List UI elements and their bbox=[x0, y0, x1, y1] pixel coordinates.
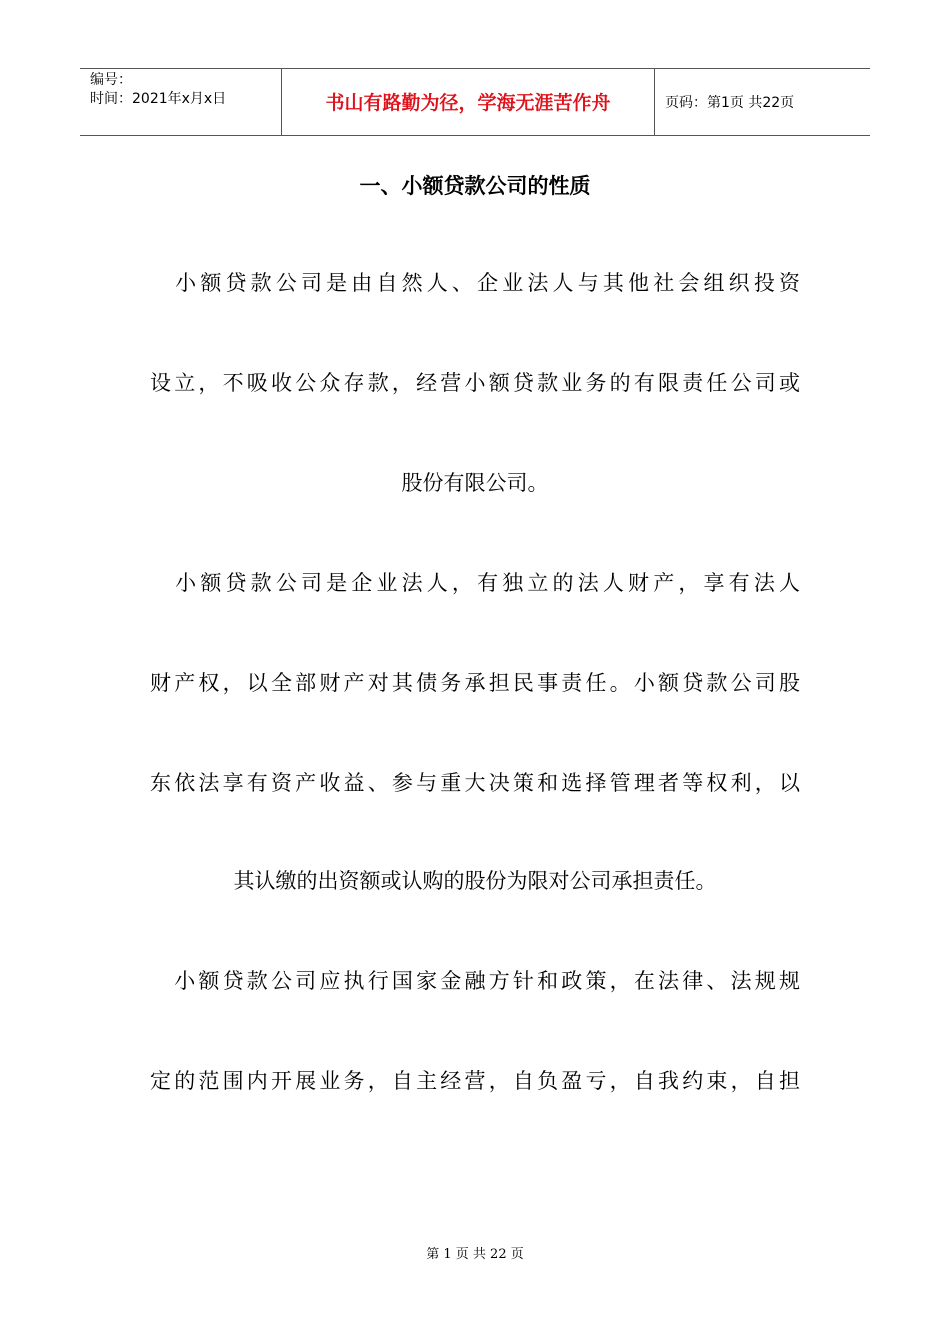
body-line-3: 股份有限公司。 bbox=[401, 471, 549, 495]
body-line-2: 设立，不吸收公众存款，经营小额贷款业务的有限责任公司或 bbox=[150, 371, 800, 395]
body-line-6: 东依法享有资产收益、参与重大决策和选择管理者等权利，以 bbox=[150, 771, 800, 795]
document-header bbox=[80, 68, 870, 136]
header-motto: 书山有路勤为径，学海无涯苦作舟 bbox=[325, 92, 611, 114]
header-meta-cell bbox=[80, 69, 281, 135]
body-line-5: 财产权，以全部财产对其债务承担民事责任。小额贷款公司股 bbox=[150, 671, 800, 695]
header-page-cell bbox=[655, 69, 870, 135]
section-title: 一、小额贷款公司的性质 bbox=[359, 174, 591, 198]
body-line-4: 小额贷款公司是企业法人，有独立的法人财产，享有法人 bbox=[150, 571, 800, 595]
page-footer: 第 1 页 共 22 页 bbox=[426, 1247, 524, 1262]
body-line-7: 其认缴的出资额或认购的股份为限对公司承担责任。 bbox=[233, 869, 717, 893]
document-date: 时间：2021年x月x日 bbox=[90, 91, 227, 107]
header-page-info: 页码：第1页 共22页 bbox=[665, 95, 795, 111]
header-motto-cell bbox=[281, 69, 655, 135]
body-line-9: 定的范围内开展业务，自主经营，自负盈亏，自我约束，自担 bbox=[150, 1069, 800, 1093]
document-number-label: 编号： bbox=[90, 72, 132, 88]
body-line-8: 小额贷款公司应执行国家金融方针和政策，在法律、法规规 bbox=[150, 969, 800, 993]
body-line-1: 小额贷款公司是由自然人、企业法人与其他社会组织投资 bbox=[150, 271, 800, 295]
